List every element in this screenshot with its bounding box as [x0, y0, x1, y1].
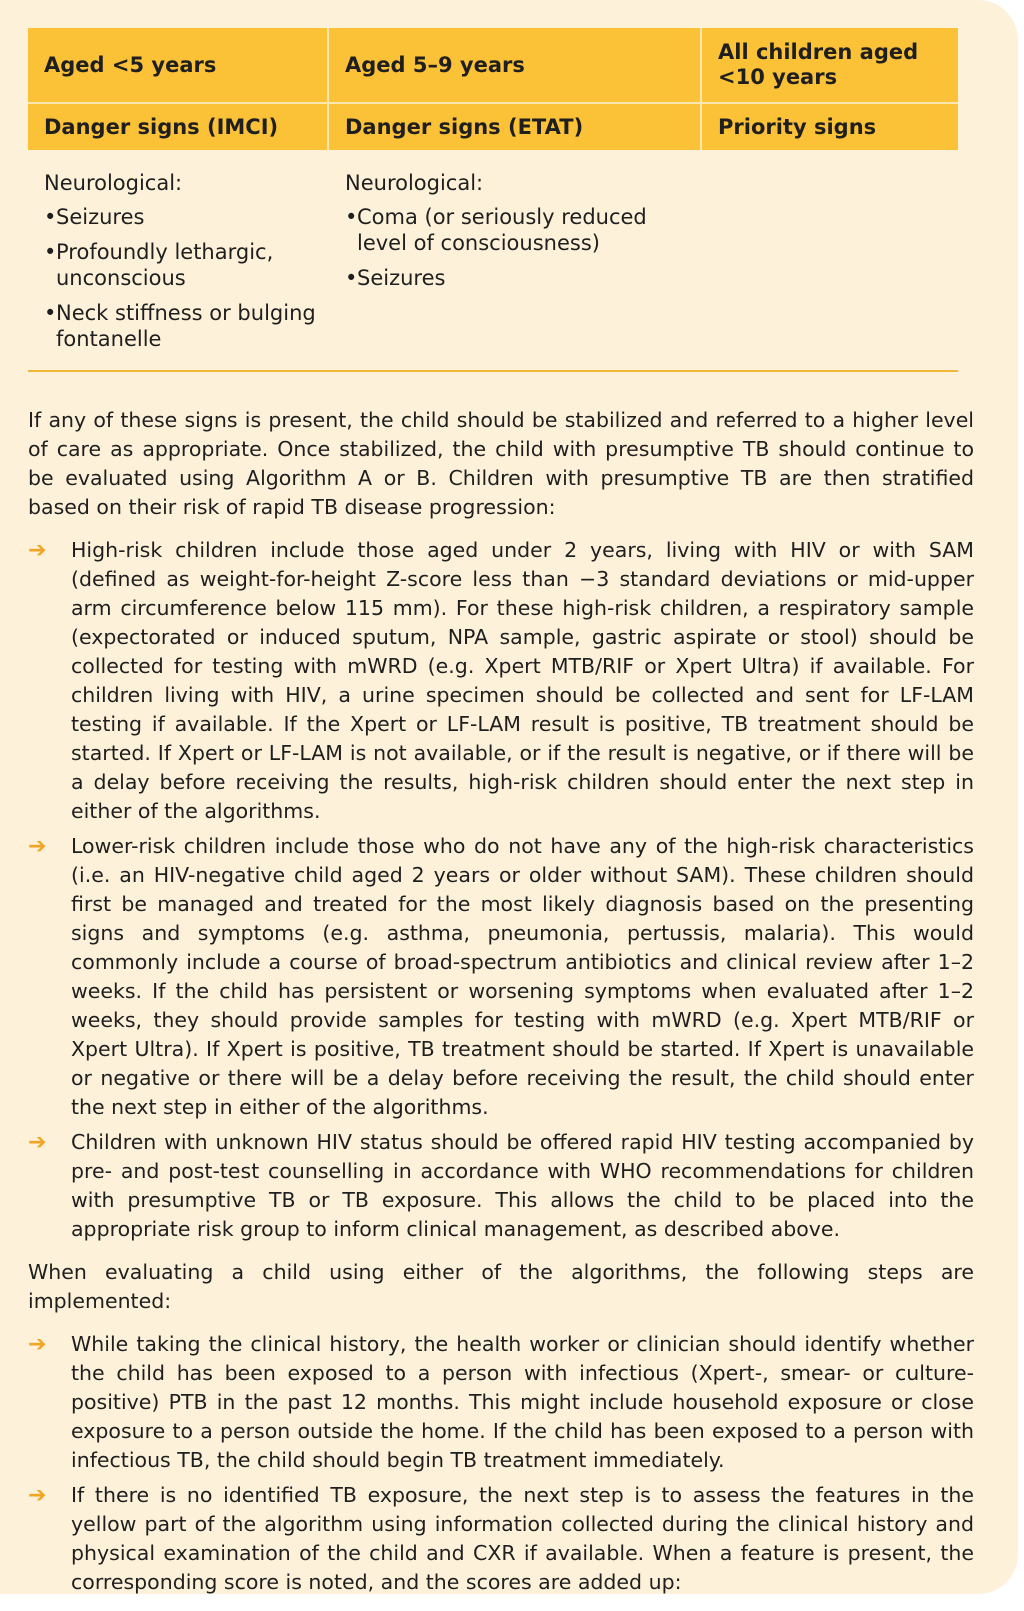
column-priority-signs	[702, 164, 958, 361]
list-item-text: While taking the clinical history, the health worker or clinician should identify whether the child has been exposed to a person with infectious (Xpert-, smear- or culture-positive) PTB in the past 12 months. This might include household exposure or close exposure to a person outside the home. If the child has been exposed to a person with infectious TB, the child should begin TB treatment immediately.	[71, 1332, 974, 1472]
subheader-etat: Danger signs (ETAT)	[329, 104, 702, 150]
list-item	[28, 536, 974, 826]
column-heading: Neurological:	[44, 171, 183, 195]
subheader-priority: Priority signs	[718, 114, 877, 139]
table-header-row	[28, 28, 958, 102]
table-body-row	[28, 150, 958, 361]
list-item	[28, 832, 974, 1122]
list-item	[28, 1481, 974, 1597]
list-item-text: Lower-risk children include those who do not have any of the high-risk characteristics (i.e. an HIV-negative child aged 2 years or older without SAM). These children should first be managed and treated for the most likely diagnosis based on the presenting signs and symptoms (e.g. asthma, pneumonia, pertussis, malaria). This would commonly include a course of broad-spectrum antibiotics and clinical review after 1–2 weeks. If the child has persistent or worsening symptoms when evaluated after 1–2 weeks, they should provide samples for testing with mWRD (e.g. Xpert MTB/RIF or Xpert Ultra). If Xpert is positive, TB treatment should be started. If Xpert is unavailable or negative or there will be a delay before receiving the result, the child should enter the next step in either of the algorithms.	[71, 834, 974, 1119]
column-imci-signs	[28, 164, 329, 361]
header-aged-under-5: Aged <5 years	[28, 28, 329, 102]
arrow-right-icon: ➔	[28, 538, 47, 563]
list-item	[28, 1330, 974, 1475]
arrow-right-icon: ➔	[28, 1130, 47, 1155]
column-heading: Neurological:	[345, 171, 484, 195]
sign-item: • Seizures	[44, 204, 329, 230]
table-bottom-rule	[28, 370, 958, 372]
sign-item: • Profoundly lethargic, unconscious	[44, 239, 329, 291]
intro-paragraph: If any of these signs is present, the child should be stabilized and referred to a higher level of care as appropriate. Once stabilized, the child with presumptive TB should continue to be evaluated using Algorithm A or B. Children with presumptive TB are then stratified based on their risk of rapid TB disease progression:	[28, 408, 974, 519]
table-subheader-row	[28, 102, 958, 150]
danger-signs-table	[28, 28, 958, 361]
list-item-text: High-risk children include those aged under 2 years, living with HIV or with SAM (defined as weight-for-height Z-score less than −3 standard deviations or mid-upper arm circumference below 115 mm). For these high-risk children, a respiratory sample (expectorated or induced sputum, NPA sample, gastric aspirate or stool) should be collected for testing with mWRD (e.g. Xpert MTB/RIF or Xpert Ultra) if available. For children living with HIV, a urine specimen should be collected and sent for LF-LAM testing if available. If the Xpert or LF-LAM result is positive, TB treatment should be started. If Xpert or LF-LAM is not available, or if the result is negative, or if there will be a delay before receiving the results, high-risk children should enter the next step in either of the algorithms.	[71, 538, 974, 823]
steps-list	[28, 1330, 974, 1597]
arrow-right-icon: ➔	[28, 1332, 47, 1357]
body-text	[28, 406, 974, 1611]
sign-item: • Neck stiffness or bulging fontanelle	[44, 300, 329, 352]
header-all-children: All children aged <10 years	[718, 40, 919, 89]
list-item-text: If there is no identified TB exposure, the next step is to assess the features in the yellow part of the algorithm using information collected during the clinical history and physical examination of the child and CXR if available. When a feature is present, the corresponding score is noted, and the scores are added up:	[71, 1483, 974, 1594]
header-aged-5-9: Aged 5–9 years	[329, 28, 702, 102]
list-item-text: Children with unknown HIV status should be offered rapid HIV testing accompanied by pre- and post-test counselling in accordance with WHO recommendations for children with presumptive TB or TB exposure. This allows the child to be placed into the appropriate risk group to inform clinical management, as described above.	[71, 1130, 974, 1241]
list-item	[28, 1128, 974, 1244]
arrow-right-icon: ➔	[28, 1483, 47, 1508]
sign-item: • Seizures	[345, 265, 702, 291]
steps-intro-paragraph: When evaluating a child using either of the algorithms, the following steps are implemented:	[28, 1260, 974, 1313]
arrow-right-icon: ➔	[28, 834, 47, 859]
risk-list	[28, 536, 974, 1244]
column-etat-signs	[329, 164, 702, 361]
subheader-imci: Danger signs (IMCI)	[28, 104, 329, 150]
sign-item: • Coma (or seriously reduced level of consciousness)	[345, 204, 702, 256]
